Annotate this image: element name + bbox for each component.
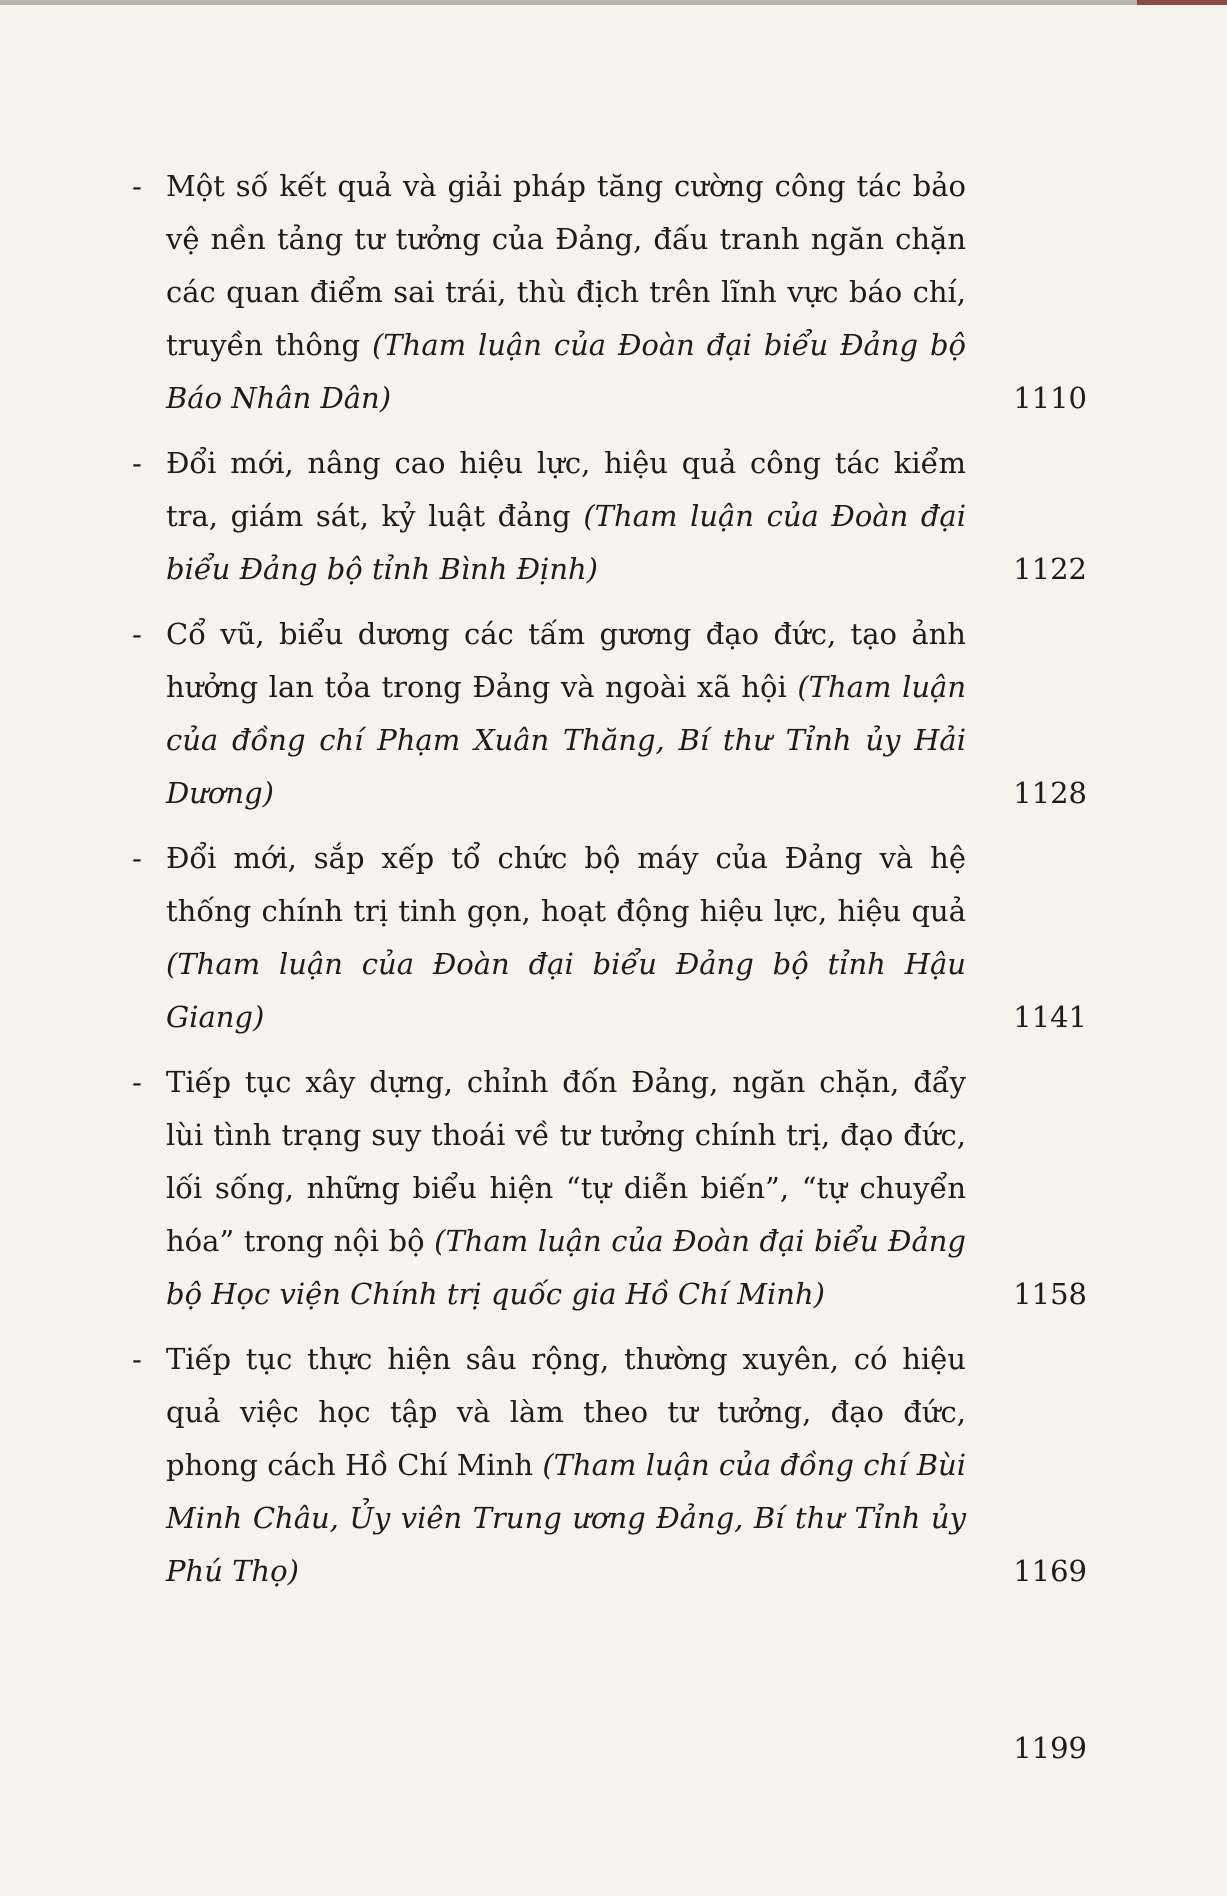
entry-dash: - (132, 841, 142, 875)
entry-dash: - (132, 617, 142, 651)
entry-page-number: 1122 (1013, 552, 1087, 586)
entry-text (166, 608, 966, 820)
page-top-edge (0, 0, 1227, 5)
toc-entry (0, 608, 1227, 820)
entry-dash: - (132, 1342, 142, 1376)
entry-source: (Tham luận của Đoàn đại biểu Đảng bộ tỉnh Bình Định) (166, 499, 966, 586)
entry-title: Tiếp tục xây dựng, chỉnh đốn Đảng, ngăn chặn, đẩy lùi tình trạng suy thoái về tư tưởng chính trị, đạo đức, lối sống, những biểu hiện “tự diễn biến”, “tự chuyển hóa” trong nội bộ (166, 1065, 966, 1258)
entry-title: Đổi mới, sắp xếp tổ chức bộ máy của Đảng và hệ thống chính trị tinh gọn, hoạt động hiệu lực, hiệu quả (166, 841, 966, 928)
entry-dash: - (132, 169, 142, 203)
entry-page-number: 1158 (1013, 1277, 1087, 1311)
entry-page-number: 1169 (1013, 1554, 1087, 1588)
entry-source: (Tham luận của đồng chí Phạm Xuân Thăng, Bí thư Tỉnh ủy Hải Dương) (166, 670, 966, 810)
entry-dash: - (132, 1065, 142, 1099)
entry-source: (Tham luận của Đoàn đại biểu Đảng bộ Học viện Chính trị quốc gia Hồ Chí Minh) (166, 1224, 966, 1311)
entry-source: (Tham luận của Đoàn đại biểu Đảng bộ tỉnh Hậu Giang) (166, 947, 966, 1034)
entry-dash: - (132, 446, 142, 480)
entry-page-number: 1141 (1013, 1000, 1087, 1034)
entry-text (166, 437, 966, 596)
entry-title: Đổi mới, nâng cao hiệu lực, hiệu quả công tác kiểm tra, giám sát, kỷ luật đảng (166, 446, 966, 533)
entry-text (166, 832, 966, 1044)
toc-entry (0, 437, 1227, 596)
entry-page-number: 1128 (1013, 776, 1087, 810)
toc-entry (0, 832, 1227, 1044)
entry-title: Tiếp tục thực hiện sâu rộng, thường xuyên, có hiệu quả việc học tập và làm theo tư tưởng, đạo đức, phong cách Hồ Chí Minh (166, 1342, 966, 1482)
entry-text (166, 160, 966, 425)
toc-entry (0, 1333, 1227, 1598)
table-of-contents (0, 160, 1227, 1610)
final-page-number: 1199 (1013, 1731, 1087, 1765)
page-top-edge-accent (1137, 0, 1227, 5)
entry-page-number: 1110 (1013, 381, 1087, 415)
entry-source: (Tham luận của Đoàn đại biểu Đảng bộ Báo Nhân Dân) (166, 328, 966, 415)
entry-text (166, 1333, 966, 1598)
toc-entry (0, 1056, 1227, 1321)
entry-source: (Tham luận của đồng chí Bùi Minh Châu, Ủy viên Trung ương Đảng, Bí thư Tỉnh ủy Phú Thọ) (166, 1448, 966, 1588)
entry-text (166, 1056, 966, 1321)
toc-entry (0, 160, 1227, 425)
entry-title: Cổ vũ, biểu dương các tấm gương đạo đức, tạo ảnh hưởng lan tỏa trong Đảng và ngoài xã hội (166, 617, 966, 704)
entry-title: Một số kết quả và giải pháp tăng cường công tác bảo vệ nền tảng tư tưởng của Đảng, đấu tranh ngăn chặn các quan điểm sai trái, thù địch trên lĩnh vực báo chí, truyền thông (166, 169, 966, 362)
